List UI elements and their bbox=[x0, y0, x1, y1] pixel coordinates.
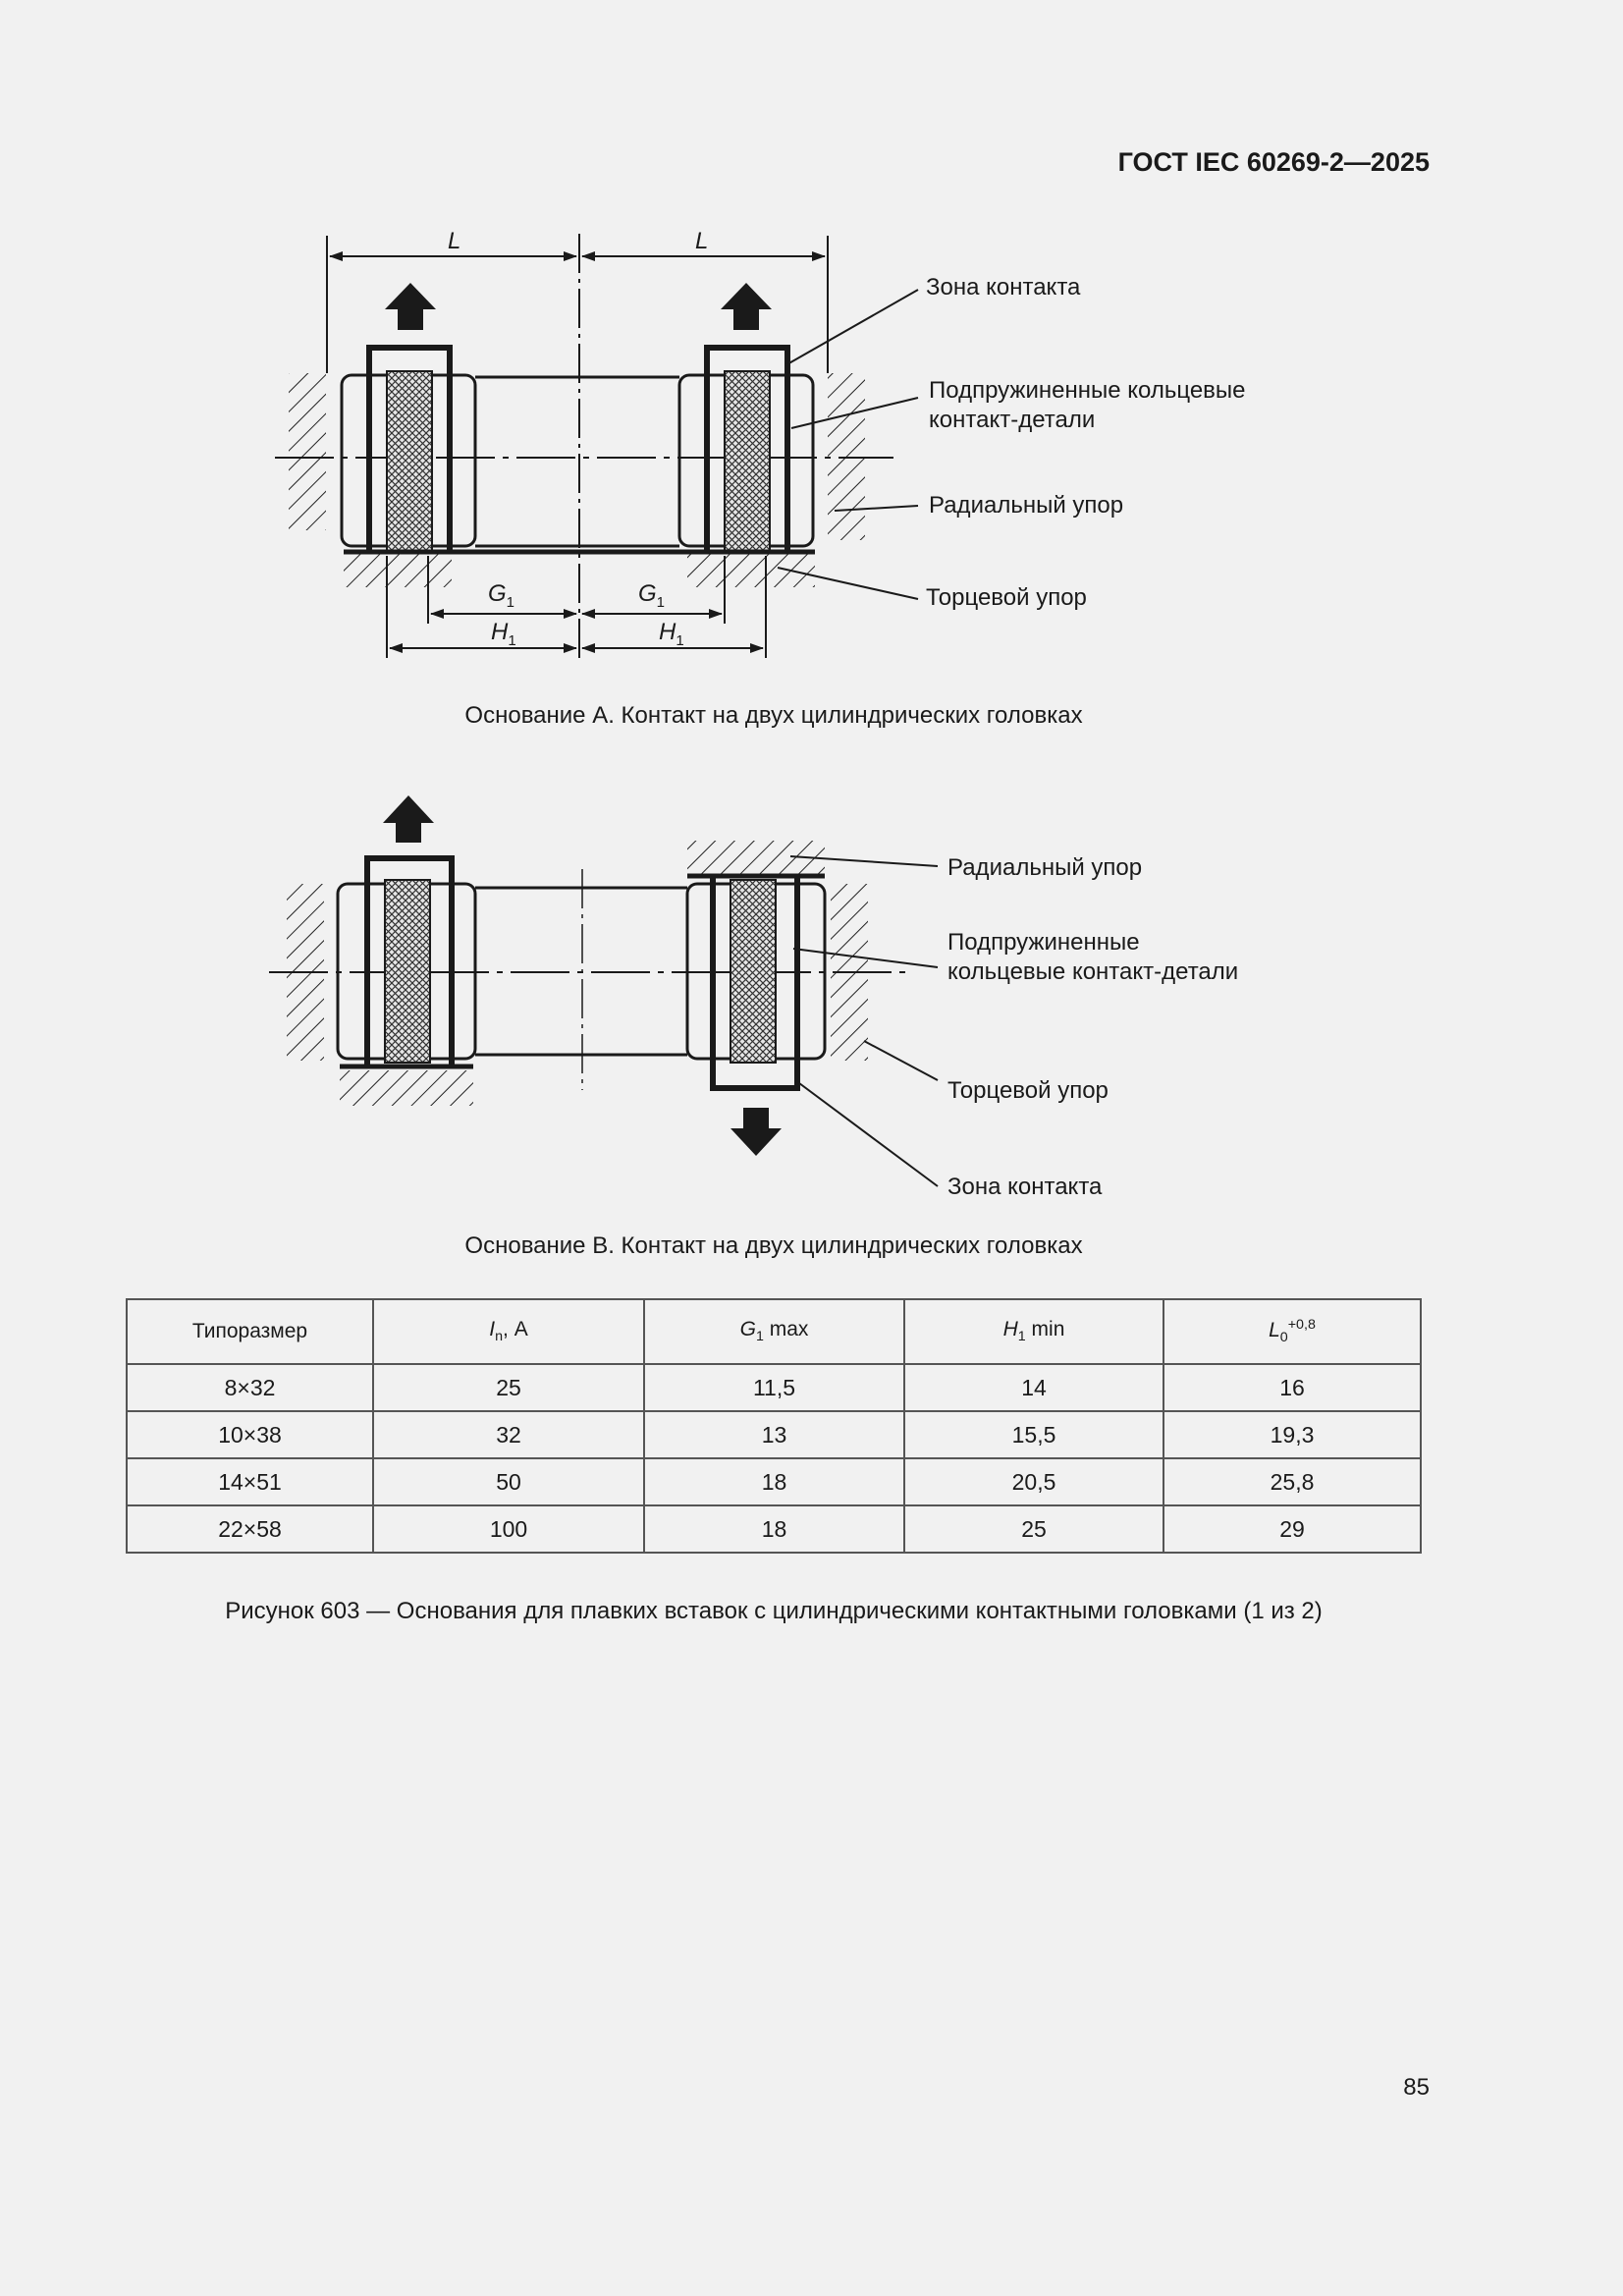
table-cell: 16 bbox=[1163, 1364, 1421, 1411]
table-body bbox=[127, 1364, 1421, 1553]
label-spring-contacts: кольцевые контакт-детали bbox=[947, 958, 1239, 985]
label-spring-contacts: Подпружиненные bbox=[947, 929, 1140, 956]
caption-base-b: Основание В. Контакт на двух цилиндрических головках bbox=[464, 1232, 1083, 1259]
header-size: Типоразмер bbox=[127, 1299, 373, 1364]
table-cell: 50 bbox=[373, 1458, 644, 1505]
table-row bbox=[127, 1364, 1421, 1411]
dim-label-g-right: $G_1$ bbox=[638, 580, 666, 611]
support-left-bottom bbox=[340, 1070, 473, 1106]
table-cell: 25 bbox=[373, 1364, 644, 1411]
header-rated-current: $I_n$, А bbox=[373, 1299, 644, 1364]
table-cell: 32 bbox=[373, 1411, 644, 1458]
table-cell: 15,5 bbox=[904, 1411, 1163, 1458]
contact-ring bbox=[385, 880, 430, 1063]
figure-caption: Рисунок 603 — Основания для плавких вставок с цилиндрическими контактными головками (1 из 2) bbox=[225, 1598, 1323, 1624]
header-g1-max: $G_1$ max bbox=[644, 1299, 904, 1364]
dim-label-h-left: $H_1$ bbox=[491, 619, 516, 649]
label-end-stop: Торцевой упор bbox=[926, 584, 1087, 611]
table-cell: 19,3 bbox=[1163, 1411, 1421, 1458]
header-h1-min: $H_1$ min bbox=[904, 1299, 1163, 1364]
arrow-up-icon bbox=[383, 795, 434, 843]
contact-ring bbox=[730, 880, 776, 1063]
table-cell: 18 bbox=[644, 1458, 904, 1505]
label-end-stop: Торцевой упор bbox=[947, 1077, 1109, 1104]
table-cell: 13 bbox=[644, 1411, 904, 1458]
dim-label-h-right: $H_1$ bbox=[659, 619, 684, 649]
label-spring-contacts: контакт-детали bbox=[929, 407, 1096, 433]
table-cell: 20,5 bbox=[904, 1458, 1163, 1505]
table-cell: 11,5 bbox=[644, 1364, 904, 1411]
table-row bbox=[127, 1505, 1421, 1553]
table-cell: 14 bbox=[904, 1364, 1163, 1411]
table-cell: 14×51 bbox=[127, 1458, 373, 1505]
label-radial-stop: Радиальный упор bbox=[929, 492, 1124, 519]
support-right-top bbox=[687, 841, 825, 876]
table-cell: 100 bbox=[373, 1505, 644, 1553]
table-row bbox=[127, 1411, 1421, 1458]
table-row bbox=[127, 1458, 1421, 1505]
dim-label-l-right: L bbox=[695, 228, 709, 254]
table-header-row bbox=[127, 1299, 1421, 1364]
dim-label-g-left: $G_1$ bbox=[488, 580, 515, 611]
table-cell: 25 bbox=[904, 1505, 1163, 1553]
table-cell: 10×38 bbox=[127, 1411, 373, 1458]
dimensions-table bbox=[126, 1298, 1422, 1554]
caption-base-a: Основание А. Контакт на двух цилиндрических головках bbox=[464, 702, 1083, 729]
document-header: ГОСТ IEC 60269-2—2025 bbox=[1117, 147, 1430, 177]
label-radial-stop: Радиальный упор bbox=[947, 854, 1143, 881]
label-contact-zone: Зона контакта bbox=[926, 274, 1081, 301]
header-l: $L_0^{+0,8}$ bbox=[1163, 1299, 1421, 1364]
dim-label-l-left: L bbox=[448, 228, 461, 254]
table-cell: 8×32 bbox=[127, 1364, 373, 1411]
table-cell: 25,8 bbox=[1163, 1458, 1421, 1505]
table-cell: 18 bbox=[644, 1505, 904, 1553]
label-contact-zone: Зона контакта bbox=[947, 1174, 1103, 1200]
table-cell: 29 bbox=[1163, 1505, 1421, 1553]
table-cell: 22×58 bbox=[127, 1505, 373, 1553]
page-number: 85 bbox=[1403, 2074, 1430, 2101]
arrow-down-icon bbox=[730, 1108, 782, 1156]
label-spring-contacts: Подпружиненные кольцевые bbox=[929, 377, 1246, 404]
